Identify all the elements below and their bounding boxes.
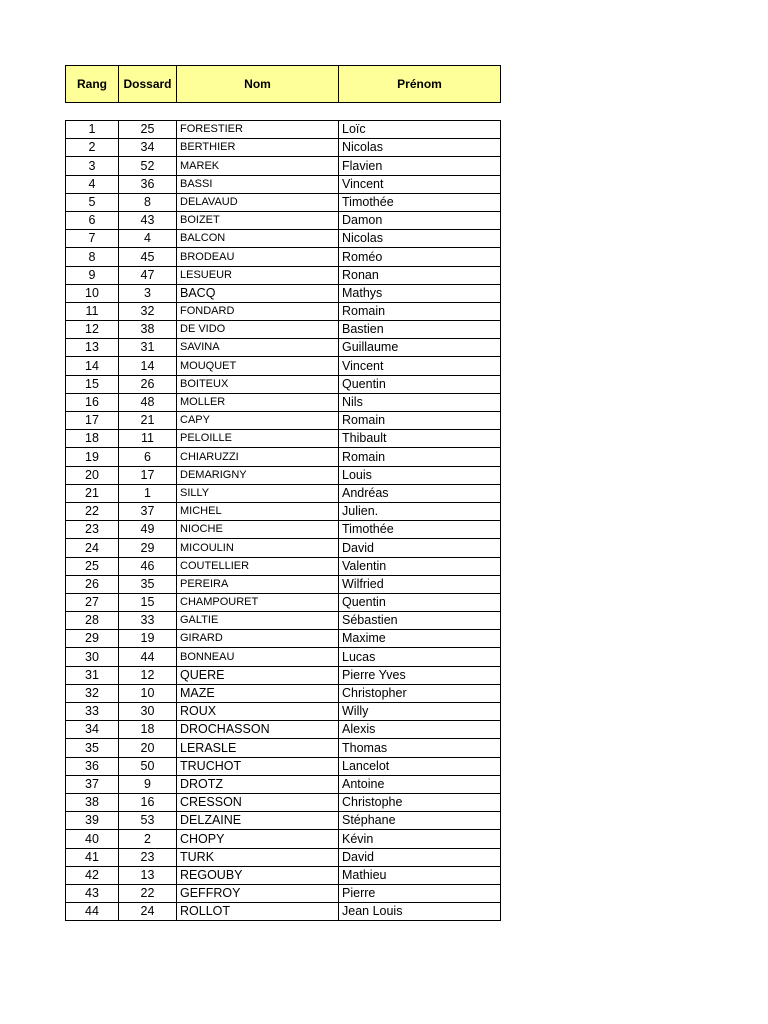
cell-dossard: 24 — [119, 903, 177, 921]
cell-rang: 35 — [66, 739, 119, 757]
table-row — [66, 193, 501, 211]
cell-rang: 13 — [66, 339, 119, 357]
cell-nom: BRODEAU — [177, 248, 339, 266]
cell-dossard: 21 — [119, 412, 177, 430]
cell-prenom: Nils — [339, 393, 501, 411]
table-row — [66, 121, 501, 139]
cell-prenom: Lancelot — [339, 757, 501, 775]
table-row — [66, 357, 501, 375]
table-row — [66, 466, 501, 484]
table-row — [66, 830, 501, 848]
cell-rang: 38 — [66, 793, 119, 811]
table-row — [66, 848, 501, 866]
cell-rang: 10 — [66, 284, 119, 302]
cell-nom: LESUEUR — [177, 266, 339, 284]
cell-dossard: 49 — [119, 521, 177, 539]
cell-nom: GIRARD — [177, 630, 339, 648]
cell-dossard: 30 — [119, 703, 177, 721]
cell-prenom: Timothée — [339, 521, 501, 539]
table-row — [66, 884, 501, 902]
cell-prenom: Julien. — [339, 502, 501, 520]
cell-rang: 25 — [66, 557, 119, 575]
cell-nom: DROCHASSON — [177, 721, 339, 739]
cell-nom: PELOILLE — [177, 430, 339, 448]
cell-rang: 44 — [66, 903, 119, 921]
cell-nom: SAVINA — [177, 339, 339, 357]
table-row — [66, 521, 501, 539]
cell-prenom: Romain — [339, 448, 501, 466]
cell-nom: DE VIDO — [177, 321, 339, 339]
cell-nom: DEMARIGNY — [177, 466, 339, 484]
cell-dossard: 22 — [119, 884, 177, 902]
cell-prenom: Louis — [339, 466, 501, 484]
cell-prenom: David — [339, 539, 501, 557]
cell-nom: BASSI — [177, 175, 339, 193]
cell-nom: NIOCHE — [177, 521, 339, 539]
cell-rang: 9 — [66, 266, 119, 284]
cell-prenom: Willy — [339, 703, 501, 721]
cell-dossard: 45 — [119, 248, 177, 266]
cell-nom: MICHEL — [177, 502, 339, 520]
cell-dossard: 6 — [119, 448, 177, 466]
header-row — [66, 66, 501, 103]
cell-dossard: 26 — [119, 375, 177, 393]
cell-rang: 2 — [66, 139, 119, 157]
cell-prenom: Bastien — [339, 321, 501, 339]
table-row — [66, 775, 501, 793]
cell-prenom: Mathys — [339, 284, 501, 302]
cell-nom: MICOULIN — [177, 539, 339, 557]
table-row — [66, 266, 501, 284]
cell-nom: SILLY — [177, 484, 339, 502]
cell-nom: LERASLE — [177, 739, 339, 757]
cell-rang: 11 — [66, 302, 119, 320]
cell-rang: 16 — [66, 393, 119, 411]
cell-nom: BACQ — [177, 284, 339, 302]
cell-prenom: Sébastien — [339, 612, 501, 630]
cell-prenom: Wilfried — [339, 575, 501, 593]
cell-rang: 41 — [66, 848, 119, 866]
header-nom: Nom — [177, 66, 339, 103]
cell-nom: MAREK — [177, 157, 339, 175]
results-header-table — [65, 65, 501, 103]
cell-dossard: 14 — [119, 357, 177, 375]
cell-dossard: 10 — [119, 684, 177, 702]
cell-dossard: 2 — [119, 830, 177, 848]
cell-rang: 15 — [66, 375, 119, 393]
table-row — [66, 448, 501, 466]
cell-nom: MAZE — [177, 684, 339, 702]
cell-dossard: 47 — [119, 266, 177, 284]
cell-dossard: 38 — [119, 321, 177, 339]
cell-dossard: 3 — [119, 284, 177, 302]
cell-prenom: Quentin — [339, 593, 501, 611]
table-row — [66, 793, 501, 811]
cell-rang: 7 — [66, 230, 119, 248]
cell-nom: GEFFROY — [177, 884, 339, 902]
table-row — [66, 812, 501, 830]
cell-rang: 21 — [66, 484, 119, 502]
cell-prenom: Quentin — [339, 375, 501, 393]
cell-prenom: Antoine — [339, 775, 501, 793]
cell-nom: FONDARD — [177, 302, 339, 320]
table-row — [66, 593, 501, 611]
table-row — [66, 684, 501, 702]
cell-dossard: 11 — [119, 430, 177, 448]
cell-rang: 19 — [66, 448, 119, 466]
cell-dossard: 23 — [119, 848, 177, 866]
cell-prenom: Jean Louis — [339, 903, 501, 921]
cell-prenom: Alexis — [339, 721, 501, 739]
cell-rang: 30 — [66, 648, 119, 666]
table-row — [66, 866, 501, 884]
cell-rang: 6 — [66, 211, 119, 229]
table-row — [66, 211, 501, 229]
table-row — [66, 230, 501, 248]
table-row — [66, 612, 501, 630]
cell-dossard: 13 — [119, 866, 177, 884]
cell-prenom: Roméo — [339, 248, 501, 266]
cell-rang: 23 — [66, 521, 119, 539]
cell-rang: 14 — [66, 357, 119, 375]
cell-prenom: Nicolas — [339, 230, 501, 248]
cell-prenom: Guillaume — [339, 339, 501, 357]
cell-dossard: 17 — [119, 466, 177, 484]
cell-dossard: 37 — [119, 502, 177, 520]
table-row — [66, 630, 501, 648]
cell-rang: 37 — [66, 775, 119, 793]
cell-prenom: Lucas — [339, 648, 501, 666]
cell-dossard: 19 — [119, 630, 177, 648]
cell-rang: 20 — [66, 466, 119, 484]
cell-nom: BONNEAU — [177, 648, 339, 666]
table-row — [66, 393, 501, 411]
cell-dossard: 18 — [119, 721, 177, 739]
cell-prenom: Christopher — [339, 684, 501, 702]
cell-nom: DELZAINE — [177, 812, 339, 830]
cell-dossard: 8 — [119, 193, 177, 211]
cell-dossard: 15 — [119, 593, 177, 611]
table-row — [66, 302, 501, 320]
cell-prenom: Thibault — [339, 430, 501, 448]
cell-nom: ROLLOT — [177, 903, 339, 921]
table-row — [66, 375, 501, 393]
cell-dossard: 20 — [119, 739, 177, 757]
table-row — [66, 739, 501, 757]
cell-nom: ROUX — [177, 703, 339, 721]
table-row — [66, 139, 501, 157]
cell-prenom: Pierre — [339, 884, 501, 902]
table-row — [66, 666, 501, 684]
cell-dossard: 35 — [119, 575, 177, 593]
cell-dossard: 36 — [119, 175, 177, 193]
cell-rang: 12 — [66, 321, 119, 339]
cell-nom: CAPY — [177, 412, 339, 430]
cell-rang: 43 — [66, 884, 119, 902]
table-row — [66, 757, 501, 775]
cell-nom: MOUQUET — [177, 357, 339, 375]
cell-dossard: 48 — [119, 393, 177, 411]
cell-prenom: Timothée — [339, 193, 501, 211]
cell-prenom: Loïc — [339, 121, 501, 139]
cell-rang: 33 — [66, 703, 119, 721]
table-row — [66, 502, 501, 520]
cell-rang: 27 — [66, 593, 119, 611]
cell-rang: 1 — [66, 121, 119, 139]
cell-prenom: Christophe — [339, 793, 501, 811]
cell-rang: 24 — [66, 539, 119, 557]
table-row — [66, 321, 501, 339]
table-row — [66, 557, 501, 575]
cell-rang: 31 — [66, 666, 119, 684]
cell-dossard: 52 — [119, 157, 177, 175]
cell-nom: PEREIRA — [177, 575, 339, 593]
cell-nom: TURK — [177, 848, 339, 866]
cell-prenom: Mathieu — [339, 866, 501, 884]
cell-rang: 32 — [66, 684, 119, 702]
cell-rang: 26 — [66, 575, 119, 593]
cell-prenom: Ronan — [339, 266, 501, 284]
cell-dossard: 25 — [119, 121, 177, 139]
cell-dossard: 4 — [119, 230, 177, 248]
table-row — [66, 248, 501, 266]
cell-rang: 39 — [66, 812, 119, 830]
cell-nom: TRUCHOT — [177, 757, 339, 775]
cell-nom: CHAMPOURET — [177, 593, 339, 611]
header-rang: Rang — [66, 66, 119, 103]
table-row — [66, 484, 501, 502]
header-prenom: Prénom — [339, 66, 501, 103]
cell-nom: BOITEUX — [177, 375, 339, 393]
table-row — [66, 721, 501, 739]
cell-prenom: Romain — [339, 412, 501, 430]
cell-nom: FORESTIER — [177, 121, 339, 139]
results-body — [66, 121, 501, 921]
cell-prenom: Stéphane — [339, 812, 501, 830]
cell-nom: REGOUBY — [177, 866, 339, 884]
table-row — [66, 903, 501, 921]
cell-nom: BOIZET — [177, 211, 339, 229]
table-row — [66, 412, 501, 430]
cell-rang: 28 — [66, 612, 119, 630]
cell-prenom: Flavien — [339, 157, 501, 175]
cell-dossard: 50 — [119, 757, 177, 775]
cell-dossard: 1 — [119, 484, 177, 502]
table-row — [66, 430, 501, 448]
cell-nom: QUERE — [177, 666, 339, 684]
cell-prenom: Vincent — [339, 357, 501, 375]
results-table — [65, 120, 501, 921]
cell-prenom: David — [339, 848, 501, 866]
table-row — [66, 284, 501, 302]
cell-nom: BALCON — [177, 230, 339, 248]
cell-rang: 34 — [66, 721, 119, 739]
table-row — [66, 648, 501, 666]
header-dossard: Dossard — [119, 66, 177, 103]
cell-rang: 3 — [66, 157, 119, 175]
cell-nom: GALTIE — [177, 612, 339, 630]
cell-prenom: Thomas — [339, 739, 501, 757]
cell-nom: DROTZ — [177, 775, 339, 793]
cell-dossard: 31 — [119, 339, 177, 357]
table-row — [66, 339, 501, 357]
cell-rang: 22 — [66, 502, 119, 520]
table-row — [66, 157, 501, 175]
cell-dossard: 29 — [119, 539, 177, 557]
cell-dossard: 46 — [119, 557, 177, 575]
cell-rang: 18 — [66, 430, 119, 448]
cell-rang: 5 — [66, 193, 119, 211]
table-row — [66, 539, 501, 557]
cell-nom: CHIARUZZI — [177, 448, 339, 466]
cell-nom: CHOPY — [177, 830, 339, 848]
cell-nom: CRESSON — [177, 793, 339, 811]
table-row — [66, 703, 501, 721]
cell-prenom: Kévin — [339, 830, 501, 848]
cell-dossard: 16 — [119, 793, 177, 811]
cell-prenom: Valentin — [339, 557, 501, 575]
cell-rang: 4 — [66, 175, 119, 193]
cell-prenom: Nicolas — [339, 139, 501, 157]
cell-dossard: 43 — [119, 211, 177, 229]
cell-rang: 17 — [66, 412, 119, 430]
cell-nom: COUTELLIER — [177, 557, 339, 575]
cell-dossard: 9 — [119, 775, 177, 793]
table-row — [66, 175, 501, 193]
cell-dossard: 34 — [119, 139, 177, 157]
cell-nom: MOLLER — [177, 393, 339, 411]
cell-rang: 29 — [66, 630, 119, 648]
cell-nom: DELAVAUD — [177, 193, 339, 211]
cell-prenom: Andréas — [339, 484, 501, 502]
cell-dossard: 32 — [119, 302, 177, 320]
cell-rang: 8 — [66, 248, 119, 266]
cell-rang: 36 — [66, 757, 119, 775]
cell-rang: 40 — [66, 830, 119, 848]
cell-dossard: 33 — [119, 612, 177, 630]
table-row — [66, 575, 501, 593]
cell-prenom: Maxime — [339, 630, 501, 648]
cell-rang: 42 — [66, 866, 119, 884]
cell-prenom: Damon — [339, 211, 501, 229]
cell-nom: BERTHIER — [177, 139, 339, 157]
cell-dossard: 44 — [119, 648, 177, 666]
cell-prenom: Romain — [339, 302, 501, 320]
cell-prenom: Pierre Yves — [339, 666, 501, 684]
cell-dossard: 53 — [119, 812, 177, 830]
cell-dossard: 12 — [119, 666, 177, 684]
cell-prenom: Vincent — [339, 175, 501, 193]
